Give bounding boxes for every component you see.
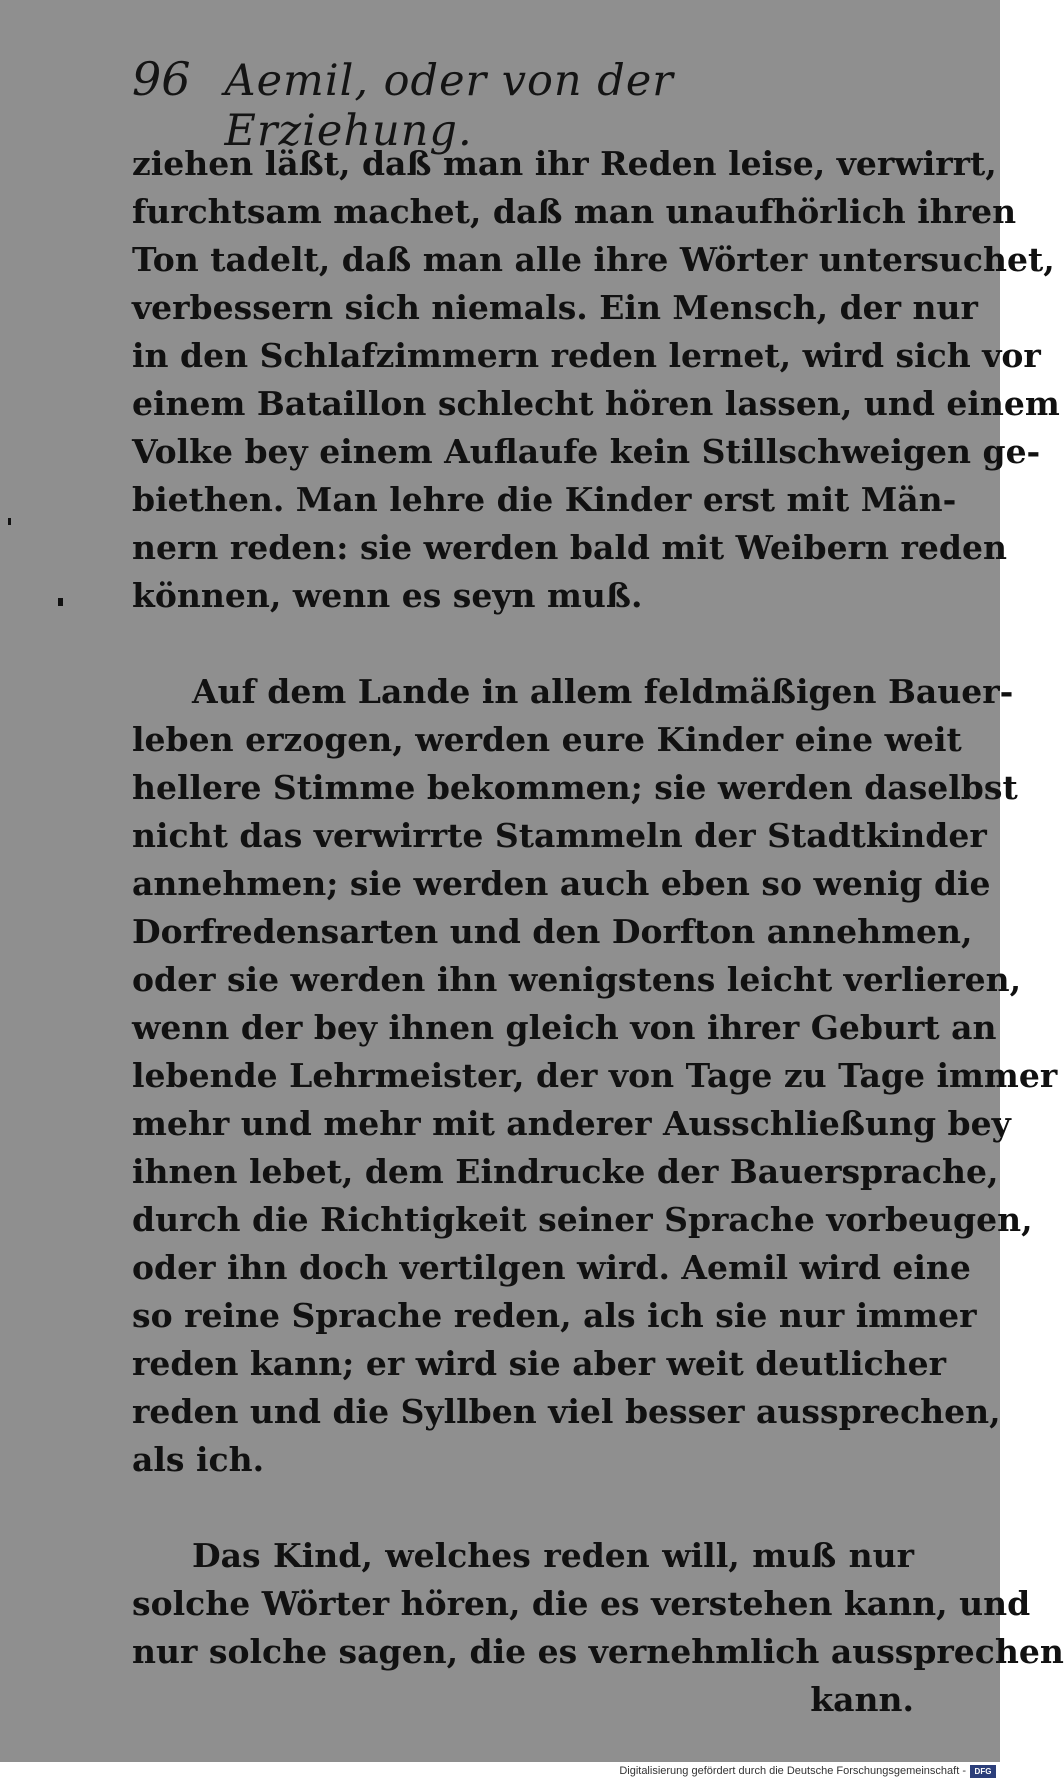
footer-credit: Digitalisierung gefördert durch die Deutsche Forschungsgemeinschaft - [619,1765,966,1777]
text-line: oder ihn doch vertilgen wird. Aemil wird eine [132,1248,971,1287]
digitization-footer [0,1762,1000,1782]
paragraph [132,1532,1064,1724]
text-line: nur solche sagen, die es vernehmlich aussprechen [132,1632,1064,1671]
text-line: Auf dem Lande in allem feldmäßigen Bauer- [192,672,1014,711]
text-line: als ich. [132,1440,265,1479]
text-line: nern reden: sie werden bald mit Weibern reden [132,528,1007,567]
text-line: Volke bey einem Auflaufe kein Stillschweigen ge- [132,432,1041,471]
paragraph [132,140,1060,620]
text-line: so reine Sprache reden, als ich sie nur immer [132,1296,977,1335]
paragraph [132,668,1058,1484]
text-line: reden kann; er wird sie aber weit deutlicher [132,1344,947,1383]
text-line: lebende Lehrmeister, der von Tage zu Tage immer [132,1056,1058,1095]
text-line: verbessern sich niemals. Ein Mensch, der nur [132,288,978,327]
text-line: solche Wörter hören, die es verstehen kann, und [132,1584,1031,1623]
text-line: in den Schlafzimmern reden lernet, wird sich vor [132,336,1041,375]
text-line: leben erzogen, werden eure Kinder eine weit [132,720,962,759]
margin-ink-speck [8,518,11,525]
text-line: Das Kind, welches reden will, muß nur [192,1536,914,1575]
dfg-logo: DFG [970,1765,996,1778]
text-line: Ton tadelt, daß man alle ihre Wörter untersuchet, [132,240,1055,279]
text-line: wenn der bey ihnen gleich von ihrer Geburt an [132,1008,997,1047]
text-line: nicht das verwirrte Stammeln der Stadtkinder [132,816,987,855]
text-line: biethen. Man lehre die Kinder erst mit Män- [132,480,957,519]
text-line: annehmen; sie werden auch eben so wenig die [132,864,991,903]
text-line: oder sie werden ihn wenigstens leicht verlieren, [132,960,1022,999]
page-header [132,52,832,156]
text-line: mehr und mehr mit anderer Ausschließung bey [132,1104,1011,1143]
text-line: furchtsam machet, daß man unaufhörlich ihren [132,192,1017,231]
text-line: kann. [810,1680,914,1719]
running-head: Aemil, oder von der Erziehung. [224,56,674,156]
text-line: Dorfredensarten und den Dorfton annehmen, [132,912,973,951]
text-line: durch die Richtigkeit seiner Sprache vorbeugen, [132,1200,1033,1239]
page-number: 96 [132,52,191,106]
margin-ink-speck [58,598,63,606]
text-line: einem Bataillon schlecht hören lassen, und einem [132,384,1060,423]
text-line: reden und die Syllben viel besser aussprechen, [132,1392,1001,1431]
text-line: ihnen lebet, dem Eindrucke der Bauersprache, [132,1152,999,1191]
text-line: ziehen läßt, daß man ihr Reden leise, verwirrt, [132,144,997,183]
body-text [132,140,1064,1724]
text-line: hellere Stimme bekommen; sie werden daselbst [132,768,1018,807]
text-line: können, wenn es seyn muß. [132,576,643,615]
